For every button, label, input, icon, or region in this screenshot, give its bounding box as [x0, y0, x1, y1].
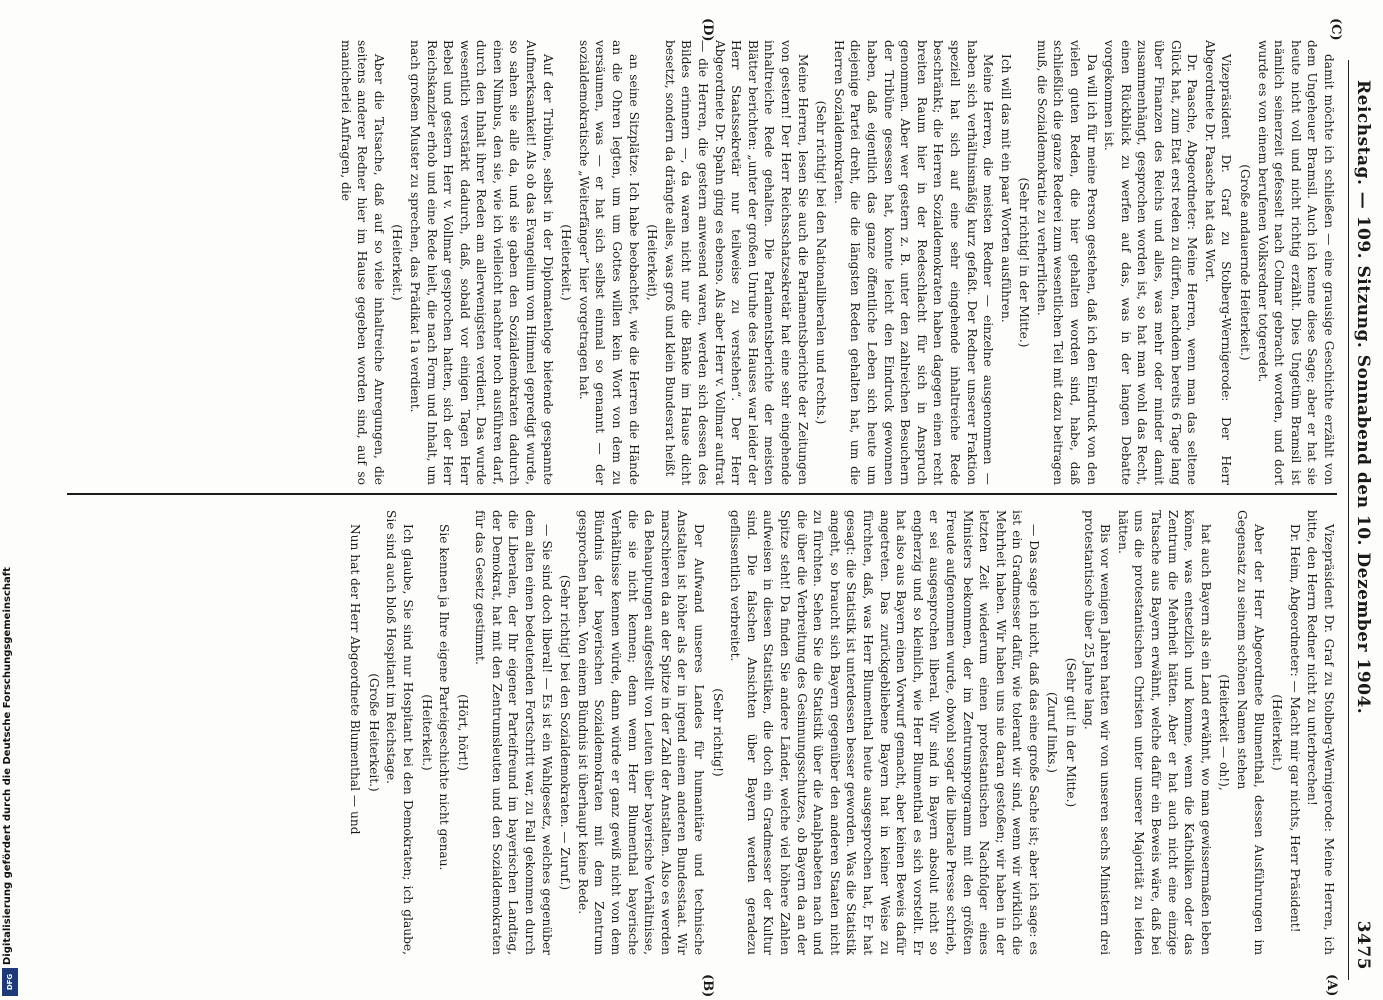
logo-text: DFG [6, 973, 14, 991]
paragraph: Dr. Heim, Abgeordneter: — Macht mir gar nichts, Herr Präsident! [1287, 524, 1302, 933]
header-title: Reichstag. — 109. Sitzung. Sonnabend den 10. Dezember 1904. [1353, 80, 1373, 715]
interjection: (Große andauernde Heiterkeit.) [1238, 164, 1253, 361]
interjection: (Sehr richtig!) [710, 688, 725, 777]
paragraph: Vizepräsident Dr. Graf zu Stolberg-Wernigerode: Der Herr Abgeordnete Dr. Paasche hat das Wort. [1202, 40, 1234, 485]
interjection: (Große Heiterkeit.) [366, 673, 381, 792]
margin-marker-c: (C) [1328, 18, 1343, 41]
paragraph: Aber die Tatsache, daß auf so viele inhaltreiche Anregungen, die seitens anderer Redner hier im Hause gegeben worden sind, auf so manicherlei Anfragen, die [338, 40, 386, 485]
paragraph: Ich will das mit ein paar Worten ausführen. [998, 54, 1013, 323]
page-header [1348, 60, 1375, 980]
left-text-column [67, 510, 1337, 955]
paragraph: Meine Herren, lesen Sie auch die Parlamentsberichte der Zeitungen von gestern! Der Herr Reichsschatzsekretär hat eine sehr eingehende inhaltreiche Rede gehalten. Die Parlamentsberichte der meisten Blätter berichten: „unter der großen Unruhe des Hauses war leider der Herr Staatssekretär nur teilweise zu verstehen“. Der Herr Abgeordnete Dr. Spahn ging es ebenso. Als aber Herr v. Vollmar auftrat — die Herren, die gestern anwesend waren, werden sich dessen des Bildes erinnern —, da waren nicht nur die Bänke im Hause dicht besetzt, sondern da drängte alles, was groß und klein Bundesrat heißt [662, 40, 810, 485]
paragraph: Meine Herren, die meisten Redner — einzelne ausgenommen — haben sich verhältnismäßig kurz gefaßt. Der Redner unserer Fraktion speziell hat sich auf eine sehr eingehende inhaltreiche Rede beschränkt; die Herren Sozialdemokraten haben dagegen einen recht breiten Raum hier in der Redeschlacht für sich in Anspruch genommen. Aber wer gestern z. B. unter den zahlreichen Besuchern der Tribüne gesessen hat, konnte leicht den Eindruck gewonnen haben, daß eigentlich das ganze öffentliche Leben sich heute um diejenige Partei dreht, die die längsten Reden gehalten hat, um die Herren Sozialdemokraten. [831, 40, 996, 485]
margin-marker-b: (B) [700, 974, 715, 998]
paragraph: Auf der Tribüne, selbst in der Diplomatenloge bietende gespannte Aufmerksamkeit! Als ob das Evangelium vom Himmel gepredigt wurde, so sahen sie alle da, und sie gaben den Sozialdemokraten dadurch einen Nimbus, den sie, wie ich vielleicht nachher noch ausführen darf, durch den Inhalt ihrer Reden am allerwenigsten verdient. Das wurde wesentlich verstärkt dadurch, daß, sobald vor einigen Tagen Herr Bebel und gestern Herr v. Vollmar gesprochen hatten, sich der Herr Reichskanzler erhob und eine Rede hielt, die nach Form und Inhalt, um nach großem Muster zu sprechen, das Prädikat 1a verdient. [407, 40, 555, 485]
paragraph: damit möchte ich schließen — eine grausige Geschichte erzählt von dem Ungeheuer Bramsil. Auch ich kenne diese Sage; aber er hat sie heute nicht voll und nicht richtig erzählt. Dies Ungetüm Bramsil ist nämlich seinerzeit gefesselt nach Colmar gebracht worden, und dort wurde es von einem berufenen Volksredner totgeredet. [1255, 40, 1336, 485]
margin-marker-d: (D) [700, 18, 715, 42]
paragraph: Sie kennen ja Ihre eigene Parteigeschichte nicht genau. [437, 524, 452, 871]
interjection: (Sehr richtig! in der Mitte.) [1017, 177, 1032, 348]
paragraph: Aber der Herr Abgeordnete Blumenthal, dessen Ausführungen im Gegensatz zu seinem schönen Namen stehen [1235, 510, 1266, 955]
margin-marker-a: (A) [1324, 974, 1339, 997]
dfg-logo [2, 968, 18, 996]
paragraph: — Sie sind doch liberal! — Es ist ein Wahlgesetz, welches gegenüber dem alten einen bedeutenden Fortschritt war, zu Fall gekommen durch die Liberalen, der Ihr eigener Parteifreund im bayerischen Landtag, der Demokrat, hat mit den Zentrumsleuten und den Sozialdemokraten für das Gesetz gestimmt. [473, 510, 554, 955]
interjection: (Hört, hört!) [455, 694, 470, 771]
interjection: (Heiterkeit — oh!), [1217, 674, 1232, 791]
interjection: (Sehr richtig! bei den Sozialdemokraten. — Zuruf.) [558, 574, 573, 891]
paragraph: Bis vor wenigen Jahren hatten wir von unseren sechs Ministern drei protestantische über 25 Jahre lang. [1081, 510, 1113, 955]
interjection: (Zuruf links.) [1045, 691, 1060, 774]
credit-text: Digitalisierung gefördert durch die Deutsche Forschungsgemeinschaft [2, 567, 13, 965]
right-text-column [67, 40, 1337, 485]
interjection: (Heiterkeit.) [1270, 694, 1285, 771]
paragraph: Da will ich für meine Person gestehen, daß ich den Eindruck von den vielen guten Reden, die hier gehalten worden sind, habe, daß schließlich die ganze Rederei zum wesentlichen Teil mit dazu beitragen muß, die Sozialdemokratie zu verherrlichen. [1034, 40, 1099, 485]
interjection: (Heiterkeit.) [419, 694, 434, 771]
page-number: 3475 [1353, 920, 1373, 970]
paragraph: Vizepräsident Dr. Graf zu Stolberg-Wernigerode: Meine Herren, ich bitte, den Herrn Redner nicht zu unterbrechen! [1305, 510, 1336, 955]
interjection: (Heiterkeit.) [559, 224, 574, 301]
paragraph: Nun hat der Herr Abgeordnete Blumenthal — und [348, 524, 363, 835]
interjection: (Sehr richtig! bei den Nationalliberalen und rechts.) [814, 100, 829, 425]
interjection: (Heiterkeit.) [390, 224, 405, 301]
column-divider [67, 493, 1337, 495]
paragraph: — Das sage ich nicht, daß das eine große Sache ist; aber ich sage: es ist ein Gradmesser dafür, wie tolerant wir sind, wenn wir wirklich die Mehrheit haben. Wir haben uns nie daran gestoßen; wir haben in der letzten Zeit wiederum einen protestantischen Nachfolger eines Ministers bekommen, der im Zentrumsprogramm mit den größten Freude aufgenommen wurde, obwohl sogar die liberale Presse schrieb, er sei ausgesprochen liberal. Wir sind in Bayern absolut nicht so engherzig und so kleinlich, wie Herr Blumenthal es sich vorstellt. Er hat also aus Bayern einen Vorwurf gemacht, aber keinen Beweis dafür angetreten. Das zurückgebliebene Bayern hat in keiner Weise zu fürchten, daß, was Herr Blumenthal heute ausgesprochen hat, Er hat gesagt: die Statistik ist unterdessen besser geworden. Was die Statistik angeht, so braucht sich Bayern gegenüber den anderen Staaten nicht zu fürchten. Sehen Sie die Statistik über die Analphabeten nach und die über die Verbreitung des Gesinnungsschutzes, ob Bayern da an der Spitze steht! Da finden Sie andere Länder, welche viel höhere Zahlen aufweisen in diesen Statistiken, die doch ein Gradmesser der Kultur sind. Die falschen Ansichten über Bayern werden geradezu geflissentlich verbreitet. [728, 510, 1041, 955]
paragraph: an seine Sitzplätze. Ich habe beobachtet, wie die Herren die Hände an die Ohren legten, um um Gottes willen kein Wort von dem zu versäumen, was — er hat sich selbst einmal so genannt — der sozialdemokratische „Weiterfänger“ hier vorgetragen hat. [576, 40, 641, 485]
paragraph: Dr. Paasche, Abgeordneter: Meine Herren, wenn man das seltene Glück hat, zum Etat erst reden zu dürfen, nachdem bereits 6 Tage lang über Finanzen des Reichs und alles, was mehr oder minder damit zusammenhängt, gesprochen worden ist, so hat man wohl das Recht, einen Rückblick zu werfen auf das, was in der langen Debatte vorgekommen ist. [1102, 40, 1200, 485]
interjection: (Sehr gut! in der Mitte.) [1064, 657, 1079, 808]
digitization-credit [0, 567, 18, 1000]
paragraph: hat auch Bayern als ein Land erwähnt, wo man gewissermaßen leben könne, was entsetzlich und komme, wenn die Katholiken oder das Zentrum die Mehrheit hätten. Aber er hat auch nicht eine einzige Tatsache aus Bayern erwähnt, welche dafür ein Beweis wäre, daß bei uns die protestantischen Christen unter unserer Majorität zu leiden hätten. [1115, 510, 1213, 955]
paragraph: Ich glaube, Sie sind nur Hospitant bei den Demokraten; ich glaube, Sie sind auch bloß Hospitant im Reichstage. [384, 510, 415, 955]
paragraph: Der Aufwand unseres Landes für humanitäre und technische Anstalten ist höher als der in irgend einem anderen Bundesstaat. Wir marschieren da an der Spitze in der Zahl der Anstalten. Also es werden da Behauptungen aufgestellt von Leuten über bayerische Verhältnisse, die sie nicht kennen; denn wenn Herr Blumenthal bayerische Verhältnisse kennen würde, dann würde er ganz gewiß nicht von dem Bündnis der bayerischen Sozialdemokraten mit dem Zentrum gesprochen haben. Von einem Bündnis ist überhaupt keine Rede. [575, 510, 707, 955]
interjection: (Heiterkeit), [645, 224, 660, 301]
